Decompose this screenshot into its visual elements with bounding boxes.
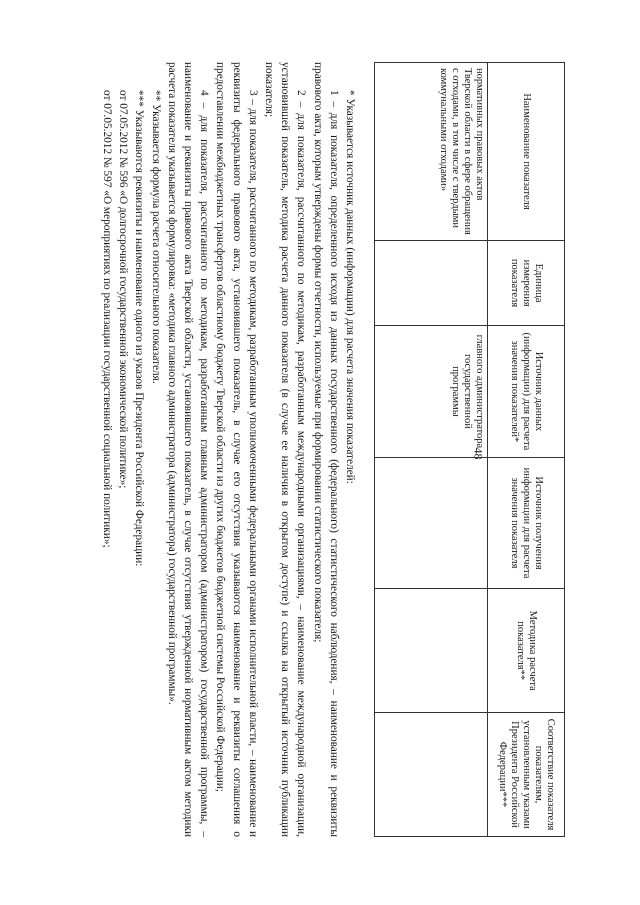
footnote-decrees: *** Указываются реквизиты и наименование одного из указов Президента Российской Федерации:: [133, 90, 146, 567]
rotated-page-content: [60, 52, 580, 852]
indicator-table: [374, 62, 565, 837]
header-presidential-decree-match: Соответствие показателя показателям, установленным указами Президента Российской Федерации***: [488, 713, 565, 837]
header-data-source: Источник данных (информации) для расчета значения показателей*: [488, 326, 565, 458]
cell-unit: [375, 241, 488, 326]
footnote-source-2: 2 – для показателя, рассчитанного по методикам, разработанным международными организациями, – наименование международной организации, установившей показатель, методика расчета данного показателя (в случае ее наличия в открытом доступе) и ссылка на открытый источник публикации показателя;: [262, 62, 308, 837]
cell-info-source: [375, 457, 488, 589]
cell-presidential-decree-match: [375, 713, 488, 837]
footnote-decree-596: от 07.05.2012 № 596 «О долгосрочной государственной экономической политике»;: [117, 90, 130, 489]
cell-indicator-name: нормативных правовых актов Тверской области в сфере обращения с отходами, в том числе с твердыми коммунальными отходами»: [375, 63, 488, 241]
header-unit: Единица измерения показателя: [488, 241, 565, 326]
footnote-source-3: 3 – для показателя, рассчитанного по методикам, разработанным уполномоченными федеральными органами исполнительной власти, – наименование и реквизиты федерального правового акта, установившего показатель, в случае его отсутствия указываются наименование и реквизиты соглашения о предоставлении межбюджетных трансфертов областному бюджету Тверской области из других бюджетов бюджетной системы Российской Федерации;: [214, 62, 259, 837]
footnote-decree-597: от 07.05.2012 № 597 «О мероприятиях по реализации государственной социальной политики»;: [100, 90, 113, 548]
table-row: [375, 63, 488, 837]
header-method: Методика расчета показателя**: [488, 589, 565, 713]
header-info-source: Источник получения информации для расчета значения показателя: [488, 457, 565, 589]
footnotes: [99, 62, 358, 837]
header-indicator-name: Наименование показателя: [488, 63, 565, 241]
footnote-formula: ** Указывается формула расчета относительного показателя.: [149, 90, 162, 384]
footnote-source-1: 1 – для показателя, определенного исходя из данных государственного (федерального) статистического наблюдения, – наименование и реквизиты правового акта, которым утверждены формы отчетности, используемые при формировании статистического показателя;: [311, 62, 340, 837]
table-header-row: [488, 63, 565, 837]
footnote-source-4: 4 – для показателя, рассчитанного по методикам, разработанным главным администратором (администратором) государственной программы, – наименование и реквизиты правового акта Тверской области, установившего показатель, в случае отсутствия утвержденной нормативным актом методики расчета показателя указывается формулировка: «методика главного администратора (администратора) государственной программы».: [165, 62, 211, 837]
cell-method: [375, 589, 488, 713]
footnote-source-intro: * Указывается источник данных (информации) для расчета значения показателей:: [344, 90, 356, 484]
cell-data-source: главного администратора государственной программы: [375, 326, 488, 458]
page-number: 48: [471, 447, 486, 460]
